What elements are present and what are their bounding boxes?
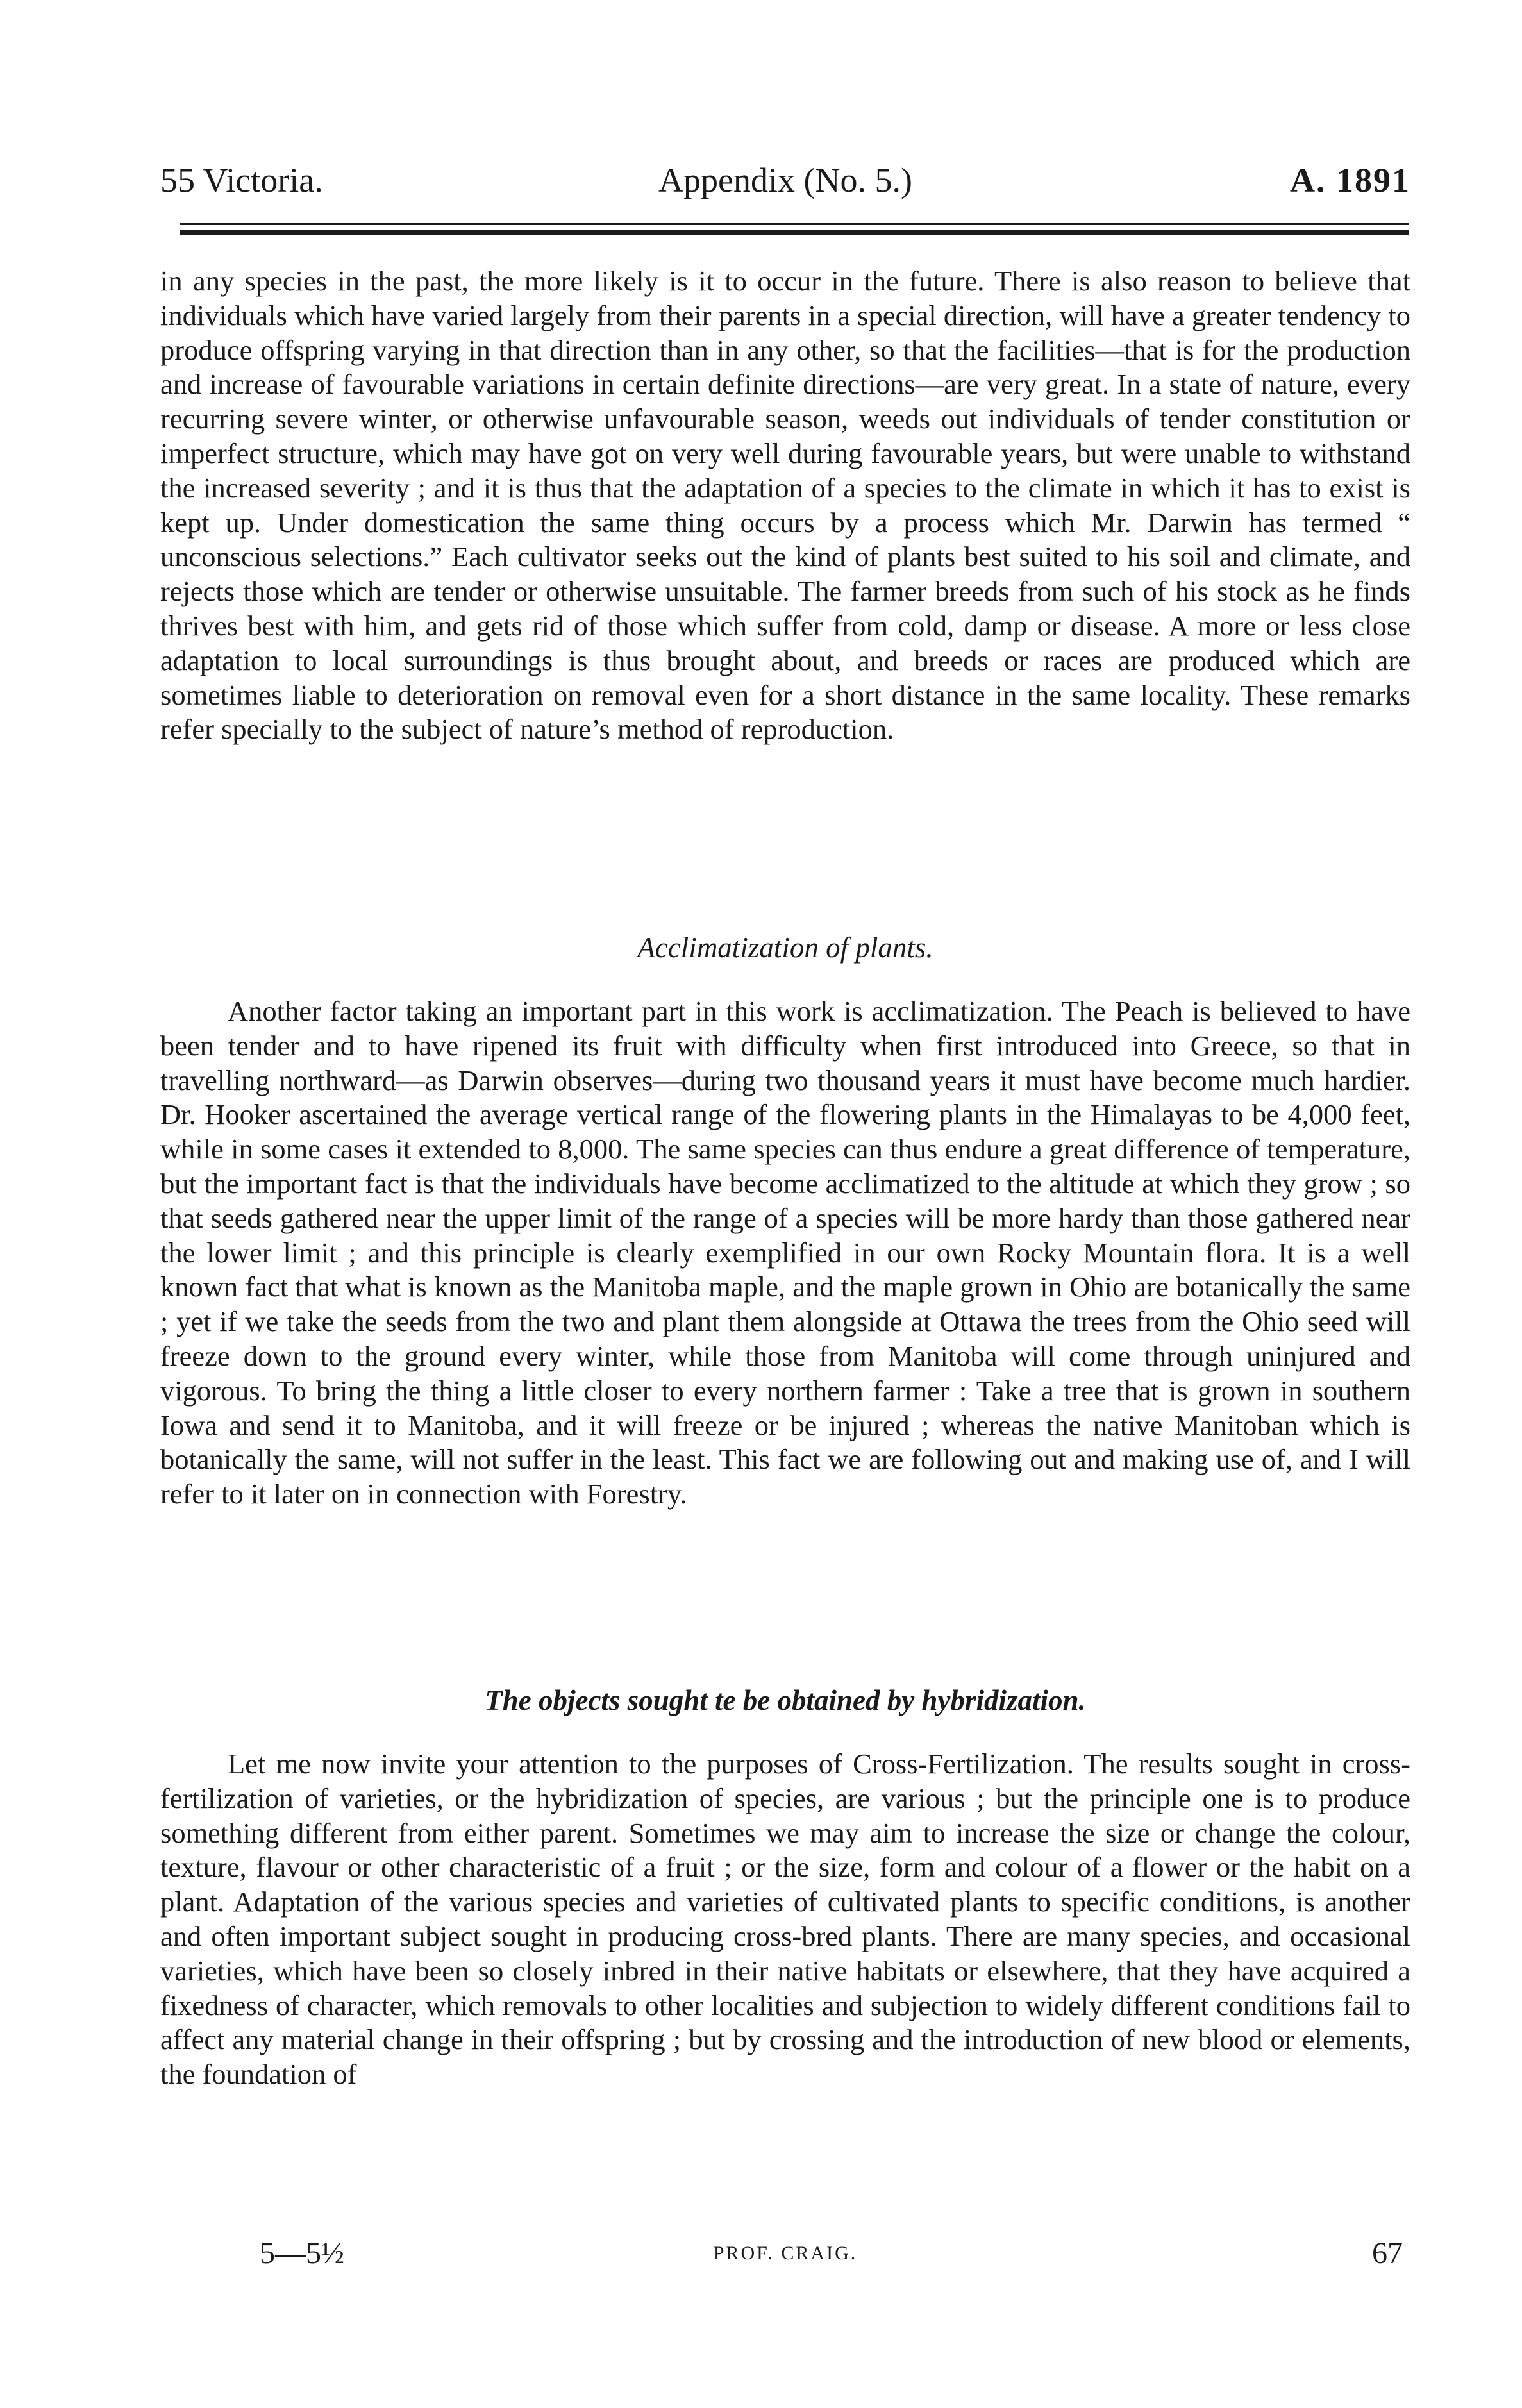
section-heading-acclimatization: Acclimatization of plants. <box>637 932 933 964</box>
paragraph-acclimatization: Another factor taking an important part in this work is acclimatization. The Peach is believed to have been tender and to have ripened its fruit with difficulty when first introduced into Greece, so that in travelling northward—as Darwin observes—during two thousand years it must have become much hardier. Dr. Hooker ascertained the average vertical range of the flowering plants in the Himalayas to be 4,000 feet, while in some cases it extended to 8,000. The same species can thus endure a great difference of temperature, but the important fact is that the individuals have become acclimatized to the altitude at which they grow ; so that seeds gathered near the upper limit of the range of a species will be more hardy than those gathered near the lower limit ; and this principle is clearly exemplified in our own Rocky Mountain flora. It is a well known fact that what is known as the Manitoba maple, and the maple grown in Ohio are botanically the same ; yet if we take the seeds from the two and plant them alongside at Ottawa the trees from the Ohio seed will freeze down to the ground every winter, while those from Manitoba will come through uninjured and vigorous. To bring the thing a little closer to every northern farmer : Take a tree that is grown in southern Iowa and send it to Manitoba, and it will freeze or be injured ; whereas the native Manitoban which is botanically the same, will not suffer in the least. This fact we are following out and making use of, and I will refer to it later on in connection with Forestry. <box>160 995 1410 1510</box>
header-rule-thick <box>180 230 1409 235</box>
page-number: 67 <box>1372 2236 1403 2270</box>
header-appendix: Appendix (No. 5.) <box>658 161 912 199</box>
page-footer <box>160 2231 1410 2276</box>
footer-author: PROF. CRAIG. <box>713 2243 858 2264</box>
header-rule-thin <box>180 223 1409 225</box>
running-header <box>160 151 1410 209</box>
footer-signature-mark: 5—5½ <box>260 2236 344 2270</box>
section-heading-hybridization: The objects sought te be obtained by hybridization. <box>485 1684 1086 1716</box>
header-session: 55 Victoria. <box>160 161 323 199</box>
header-year: A. 1891 <box>1290 161 1410 199</box>
paragraph-cross-fertilization: Let me now invite your attention to the purposes of Cross-Fertilization. The results sought in cross-fertilization of varieties, or the hybridization of species, are various ; but the principle one is to produce something different from either parent. Sometimes we may aim to increase the size or change the colour, texture, flavour or other characteristic of a fruit ; or the size, form and colour of a flower or the habit on a plant. Adaptation of the various species and varieties of cultivated plants to specific conditions, is another and often important subject sought in producing cross-bred plants. There are many species, and occasional varieties, which have been so closely inbred in their native habitats or elsewhere, that they have acquired a fixedness of character, which removals to other localities and subjection to widely different conditions fail to affect any material change in their offspring ; but by crossing and the introduction of new blood or elements, the foundation of <box>160 1748 1410 2091</box>
paragraph-variation: in any species in the past, the more likely is it to occur in the future. There is also reason to believe that individuals which have varied largely from their parents in a special direction, will have a greater tendency to produce offspring varying in that direction than in any other, so that the facilities—that is for the production and increase of favourable variations in certain definite directions—are very great. In a state of nature, every recurring severe winter, or otherwise unfavourable season, weeds out individuals of tender constitution or imperfect structure, which may have got on very well during favourable years, but were unable to withstand the increased severity ; and it is thus that the adaptation of a species to the climate in which it has to exist is kept up. Under domestication the same thing occurs by a process which Mr. Darwin has termed “ unconscious selections.” Each cultivator seeks out the kind of plants best suited to his soil and climate, and rejects those which are tender or otherwise unsuitable. The farmer breeds from such of his stock as he finds thrives best with him, and gets rid of those which suffer from cold, damp or disease. A more or less close adaptation to local surroundings is thus brought about, and breeds or races are produced which are sometimes liable to deterioration on removal even for a short distance in the same locality. These remarks refer specially to the subject of nature’s method of reproduction. <box>160 265 1410 746</box>
